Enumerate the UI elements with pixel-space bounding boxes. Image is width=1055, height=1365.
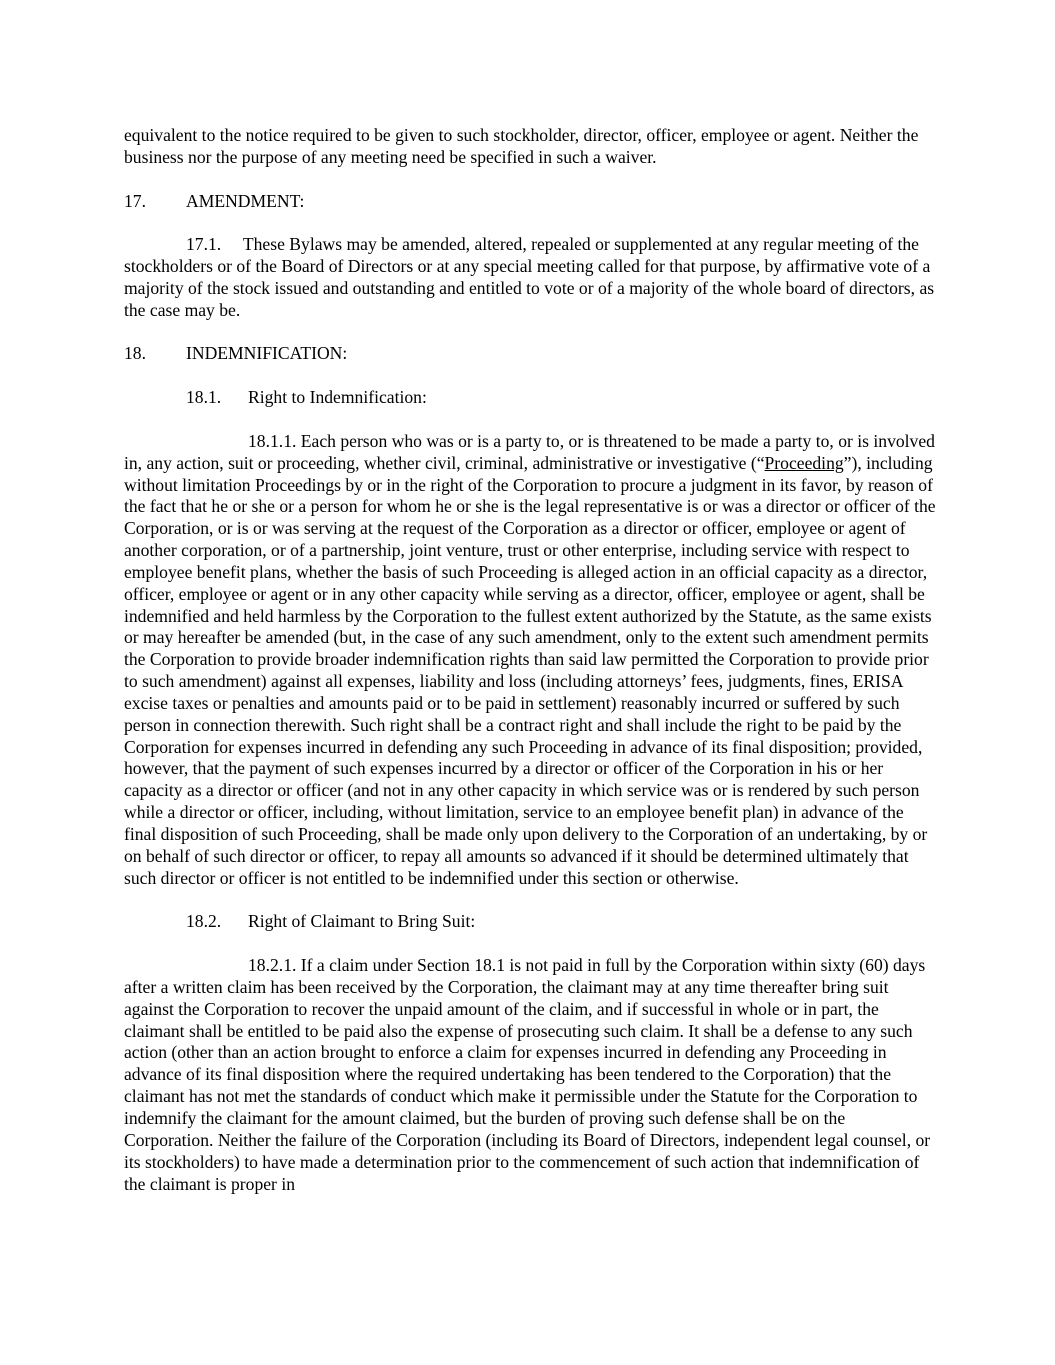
section-17-1-number: 17.1. — [186, 234, 222, 255]
section-18-number: 18. — [124, 343, 146, 364]
section-17-title: AMENDMENT: — [186, 190, 305, 211]
section-18-title: INDEMNIFICATION: — [186, 343, 348, 364]
section-18-1-number: 18.1. — [186, 387, 222, 408]
section-18-heading — [124, 343, 936, 365]
section-17-number: 17. — [124, 190, 146, 211]
defined-term-proceeding: Proceeding — [764, 452, 844, 473]
section-18-1-1-text-start: 18.1.1. Each person who was or is a party to, or is threatened to be made a party to, or is involved in, any action, suit or proceeding, whether civil, criminal, administrative or investigative (“ — [124, 430, 935, 473]
section-18-1-1-text-rest: ”), including without limitation Proceedings by or in the right of the Corporation to procure a judgment in its favor, by reason of the fact that he or she or a person for whom he or she is the legal representative is or was a director or officer of the Corporation, or is or was serving at the request of the Corporation as a director or officer, employee or agent of another corporation, or of a partnership, joint venture, trust or other enterprise, including service with respect to employee benefit plans, whether the basis of such Proceeding is alleged action in an official capacity as a director, officer, employee or agent or in any other capacity while serving as a director, officer, employee or agent, shall be indemnified and held harmless by the Corporation to the fullest extent authorized by the Statute, as the same exists or may hereafter be amended (but, in the case of any such amendment, only to the extent such amendment permits the Corporation to provide broader indemnification rights than said law permitted the Corporation to provide prior to such amendment) against all expenses, liability and loss (including attorneys’ fees, judgments, fines, ERISA excise taxes or penalties and amounts paid or to be paid in settlement) reasonably incurred or suffered by such person in connection therewith. Such right shall be a contract right and shall include the right to be paid by the Corporation for expenses incurred in defending any such Proceeding in advance of its final disposition; provided, however, that the payment of such expenses incurred by a director or officer of the Corporation in his or her capacity as a director or officer (and not in any other capacity in which service was or is rendered by such person while a director or officer, including, without limitation, service to an employee benefit plan) in advance of the final disposition of such Proceeding, shall be made only upon delivery to the Corporation of an undertaking, by or on behalf of such director or officer, to repay all amounts so advanced if it should be determined ultimately that such director or officer is not entitled to be indemnified under this section or otherwise. — [124, 452, 936, 888]
section-18-2-number: 18.2. — [186, 911, 222, 932]
section-18-1-title: Right to Indemnification: — [248, 387, 427, 408]
section-17-1-text: These Bylaws may be amended, altered, repealed or supplemented at any regular meeting of the stockholders or of the Board of Directors or at any special meeting called for that purpose, by affirmative vote of a majority of the stock issued and outstanding and entitled to vote or of a majority of the whole board of directors, as the case may be. — [124, 234, 935, 320]
section-18-2-1-paragraph: 18.2.1. If a claim under Section 18.1 is not paid in full by the Corporation within sixty (60) days after a written claim has been received by the Corporation, the claimant may at any time thereafter bring suit against the Corporation to recover the unpaid amount of the claim, and if successful in whole or in part, the claimant shall be entitled to be paid also the expense of prosecuting such claim. It shall be a defense to any such action (other than an action brought to enforce a claim for expenses incurred in defending any Proceeding in advance of its final disposition where the required undertaking has been tendered to the Corporation) that the claimant has not met the standards of conduct which make it permissible under the Statute for the Corporation to indemnify the claimant for the amount claimed, but the burden of proving such defense shall be on the Corporation. Neither the failure of the Corporation (including its Board of Directors, independent legal counsel, or its stockholders) to have made a determination prior to the commencement of such action that indemnification of the claimant is proper in — [124, 955, 931, 1194]
section-18-1-1-paragraph — [124, 431, 936, 890]
section-17-1-paragraph — [124, 234, 936, 321]
section-18-2-title: Right of Claimant to Bring Suit: — [248, 911, 476, 932]
document-body — [124, 125, 936, 1217]
waiver-continuation-paragraph: equivalent to the notice required to be given to such stockholder, director, officer, employee or agent. Neither the business nor the purpose of any meeting need be specified in such a waiver. — [124, 125, 919, 167]
section-18-1-heading — [124, 387, 936, 409]
section-18-2-heading — [124, 911, 936, 933]
section-17-heading — [124, 191, 936, 213]
